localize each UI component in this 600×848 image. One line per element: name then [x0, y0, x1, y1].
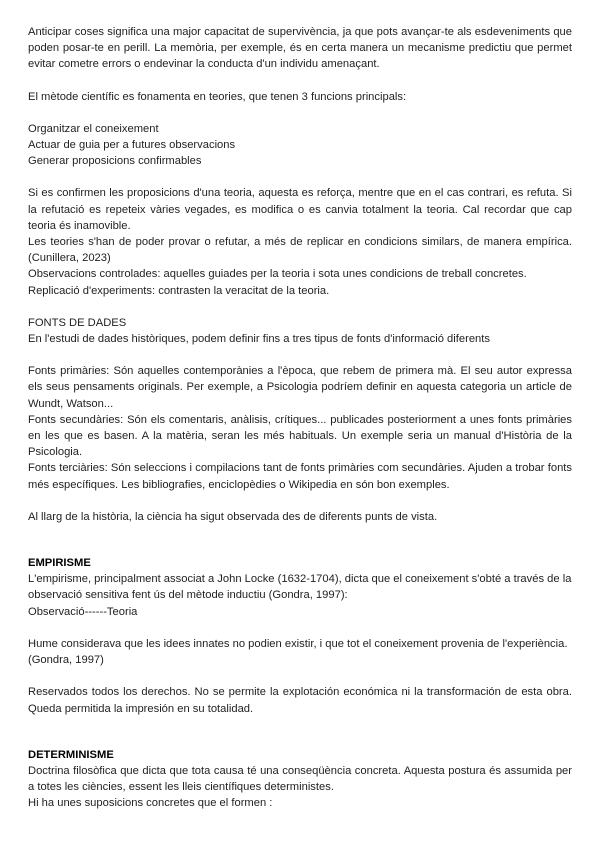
empirisme-observacio-teoria: Observació------Teoria	[28, 605, 138, 618]
paragraph-metode-cientific: El mètode científic es fonamenta en teories, que tenen 3 funcions principals:	[28, 90, 407, 103]
paragraph-confirmen: Si es confirmen les proposicions d'una teoria, aquesta es reforça, mentre que en el cas contrari, es refuta. Si la refutació es repeteix vàries vegades, es modifica o es canvia totalment la teoria. Cal recordar que cap teoria és inamovible.	[28, 187, 572, 232]
paragraph-suposicions: Hi ha unes suposicions concretes que el formen :	[28, 797, 273, 810]
paragraph-teories: Les teories s'han de poder provar o refutar, a més de replicar en condicions similars, de manera empírica. (Cunillera, 2023)	[28, 236, 572, 265]
paragraph-llarg-historia: Al llarg de la història, la ciència ha sigut observada des de diferents punts de vista.	[28, 510, 438, 523]
function-item-1: Organitzar el coneixement	[28, 122, 159, 135]
paragraph-fonts-terciaries: Fonts terciàries: Són seleccions i compilacions tant de fonts primàries com secundàries. Ajuden a trobar fonts més específiques. Les bibliografies, enciclopèdies o Wikipedia en són bon exemples.	[28, 462, 572, 491]
paragraph-fonts-intro: En l'estudi de dades històriques, podem definir fins a tres tipus de fonts d'informació diferents	[28, 333, 490, 346]
paragraph-replicacio: Replicació d'experiments: contrasten la veracitat de la teoria.	[28, 284, 330, 297]
section-title-determinisme: DETERMINISME	[28, 748, 114, 761]
paragraph-determinisme: Doctrina filosòfica que dicta que tota causa té una conseqüència concreta. Aquesta postura és assumida per a totes les ciències, essent les lleis científiques deterministes.	[28, 764, 572, 794]
paragraph-fonts-primaries: Fonts primàries: Són aquelles contemporànies a l'època, que rebem de primera mà. El seu autor expressa els seus pensaments originals. Per exemple, a Psicologia podríem definir en aquesta categoria un article de Wundt, Watson...	[28, 365, 572, 410]
paragraph-empirisme: L'empirisme, principalment associat a John Locke (1632-1704), dicta que el coneixement s'obté a través de la observació sensitiva fent ús del mètode inductiu (Gondra, 1997):	[28, 573, 572, 602]
paragraph-reservados: Reservados todos los derechos. No se permite la explotación económica ni la transformación de esta obra. Queda permitida la impresión en su totalidad.	[28, 686, 572, 715]
function-item-2: Actuar de guia per a futures observacions	[28, 139, 236, 152]
paragraph-hume: Hume considerava que les idees innates no podien existir, i que tot el coneixement provenia de l'experiència. (Gondra, 1997)	[28, 637, 568, 667]
paragraph-anticipar: Anticipar coses significa una major capacitat de supervivència, ja que pots avançar-te als esdeveniments que poden posar-te en perill. La memòria, per exemple, és en certa manera un mecanisme predictiu que permet evitar cometre errors o endevinar la conducta d'un individu amenaçant.	[28, 26, 572, 71]
paragraph-observacions: Observacions controlades: aquelles guiades per la teoria i sota unes condicions de treball concretes.	[28, 268, 527, 281]
section-title-empirisme: EMPIRISME	[28, 557, 91, 570]
function-item-3: Generar proposicions confirmables	[28, 155, 202, 168]
section-title-fonts: FONTS DE DADES	[28, 316, 127, 329]
paragraph-fonts-secundaries: Fonts secundàries: Són els comentaris, anàlisis, crítiques... publicades posteriorment a unes fonts primàries en les que es basen. A la matèria, seran les més habituals. Un exemple seria un manual d'Història de la Psicologia.	[28, 413, 572, 459]
